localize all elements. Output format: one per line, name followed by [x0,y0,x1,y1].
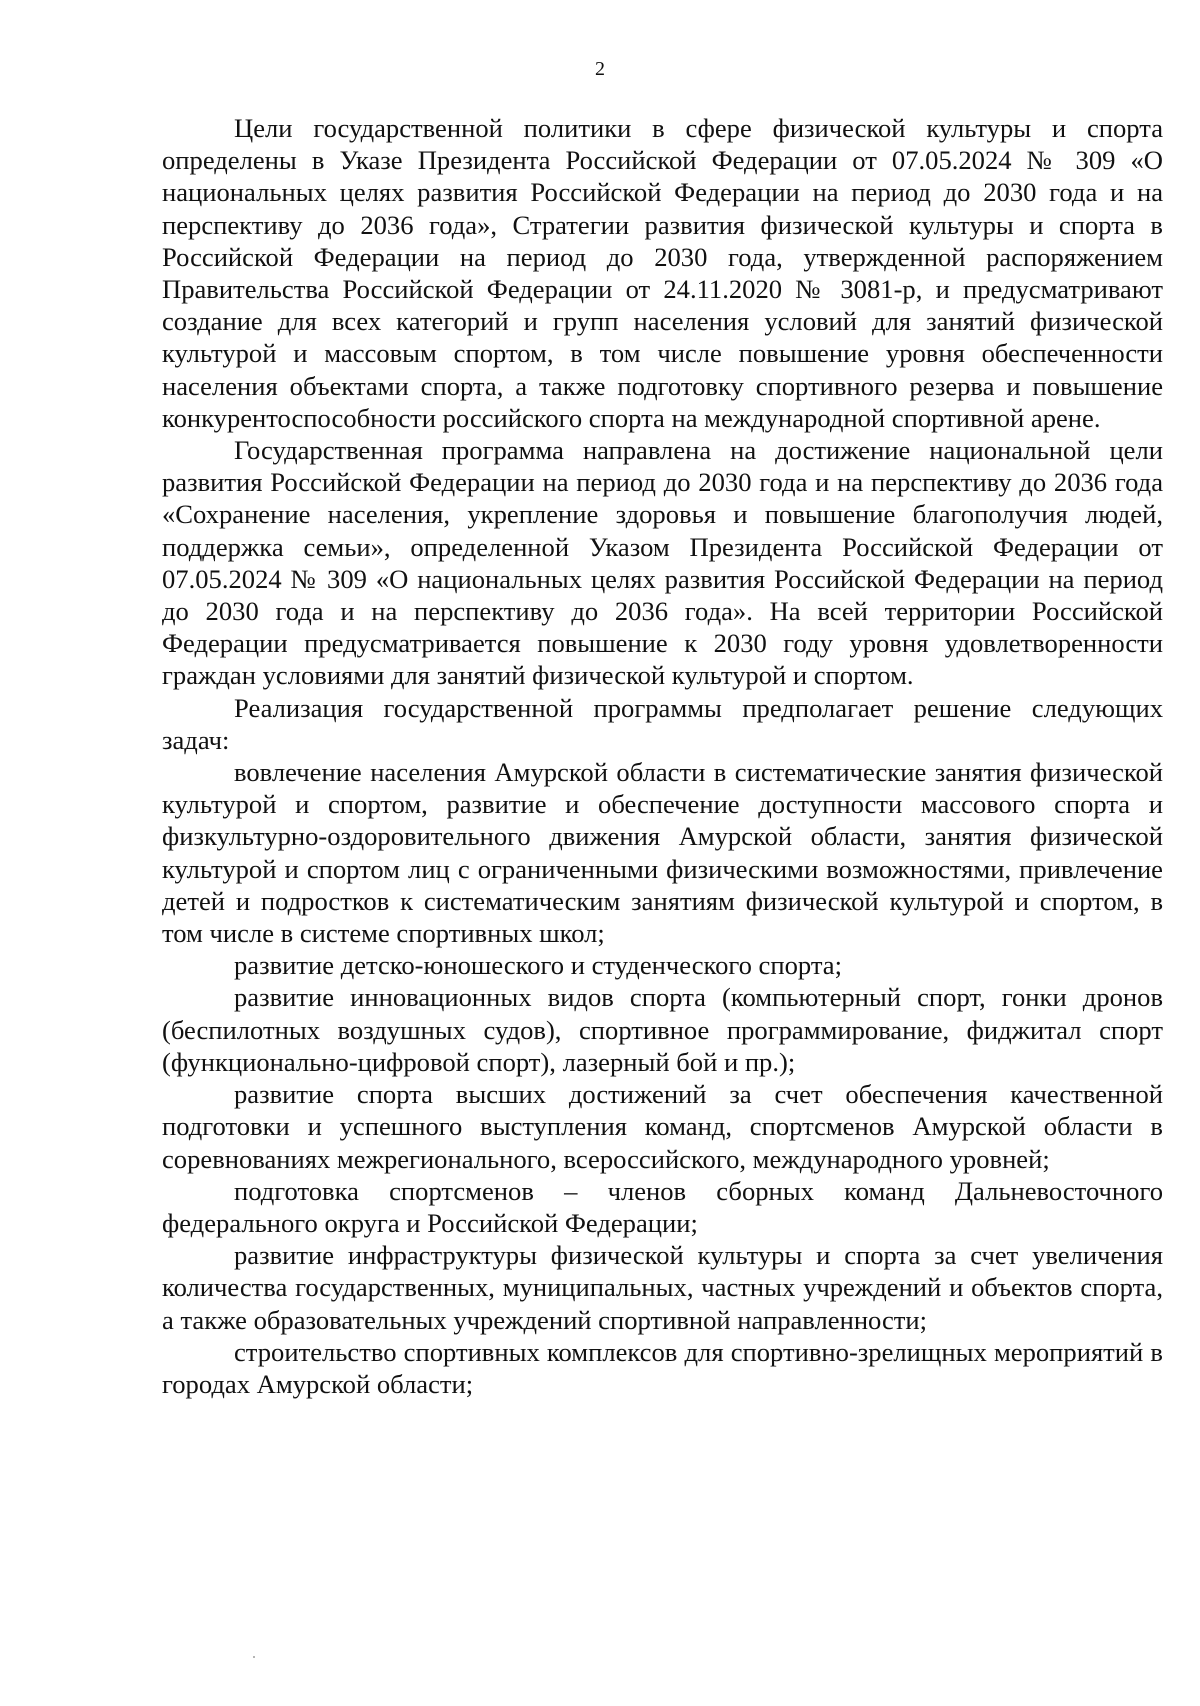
task-item-high-achievement: развитие спорта высших достижений за счет обеспечения качественной подготовки и успешного выступления команд, спортсменов Амурской области в соревнованиях межрегионального, всероссийского, международного уровней; [162,1079,1163,1174]
scan-speck [253,1656,255,1658]
task-item-sports-complexes: строительство спортивных комплексов для спортивно-зрелищных мероприятий в городах Амурской области; [162,1336,1163,1399]
task-item-infrastructure: развитие инфраструктуры физической культуры и спорта за счет увеличения количества государственных, муниципальных, частных учреждений и объектов спорта, а также образовательных учреждений спортивной направленности; [162,1240,1163,1335]
task-item-innovative-sports: развитие инновационных видов спорта (компьютерный спорт, гонки дронов (беспилотных воздушных судов), спортивное программирование, фиджитал спорт (функционально-цифровой спорт), лазерный бой и пр.); [162,982,1163,1077]
paragraph-policy-goals: Цели государственной политики в сфере физической культуры и спорта определены в Указе Президента Российской Федерации от 07.05.2024 № 309 «О национальных целях развития Российской Федерации на период до 2030 года и на перспективу до 2036 года», Стратегии развития физической культуры и спорта в Российской Федерации на период до 2030 года, утвержденной распоряжением Правительства Российской Федерации от 24.11.2020 № 3081-р, и предусматривают создание для всех категорий и групп населения условий для занятий физической культурой и массовым спортом, в том числе повышение уровня обеспеченности населения объектами спорта, а также подготовку спортивного резерва и повышение конкурентоспособности российского спорта на международной спортивной арене. [162,113,1163,433]
task-item-youth-sport: развитие детско-юношеского и студенческого спорта; [234,950,842,981]
document-body [162,112,1163,1400]
paragraph-program-direction: Государственная программа направлена на достижение национальной цели развития Российской Федерации на период до 2030 года и на перспективу до 2036 года «Сохранение населения, укрепление здоровья и повышение благополучия людей, поддержка семьи», определенной Указом Президента Российской Федерации от 07.05.2024 № 309 «О национальных целях развития Российской Федерации на период до 2030 года и на перспективу до 2036 года». На всей территории Российской Федерации предусматривается повышение к 2030 году уровня удовлетворенности граждан условиями для занятий физической культурой и спортом. [162,435,1163,691]
task-item-mass-sport: вовлечение населения Амурской области в систематические занятия физической культурой и спортом, развитие и обеспечение доступности массового спорта и физкультурно-оздоровительного движения Амурской области, занятия физической культурой и спортом лиц с ограниченными физическими возможностями, привлечение детей и подростков к систематическим занятиям физической культурой и спортом, в том числе в системе спортивных школ; [162,757,1163,949]
page-number: 2 [595,58,605,80]
paragraph-tasks-intro: Реализация государственной программы предполагает решение следующих задач: [162,692,1163,755]
task-item-national-teams: подготовка спортсменов – членов сборных команд Дальневосточного федерального округа и Российской Федерации; [162,1175,1163,1238]
